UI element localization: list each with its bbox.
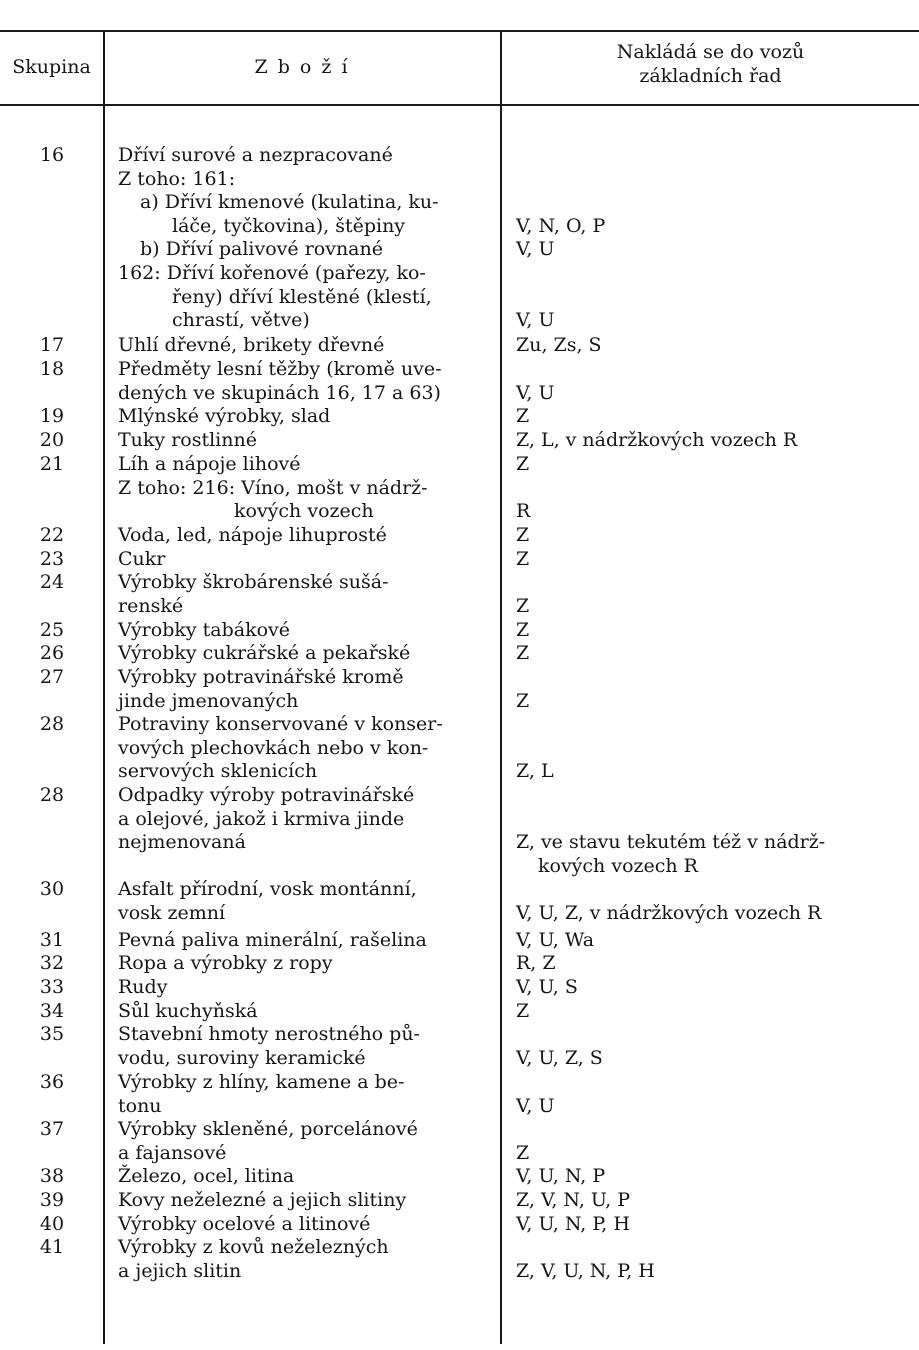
group-number: 19: [39, 405, 65, 427]
wagon-series: [516, 571, 911, 618]
goods-description: [118, 1000, 488, 1024]
goods-line: Mlýnské výrobky, slad: [118, 405, 331, 427]
wagon-series-line: [516, 666, 911, 690]
header-group: Skupina: [12, 56, 91, 78]
wagon-series: [516, 1118, 911, 1165]
goods-description: [118, 642, 488, 666]
wagon-series-line: Z: [516, 689, 530, 712]
goods-description: [118, 878, 488, 925]
wagon-series-line: [516, 713, 911, 737]
wagon-series-line: [516, 191, 911, 215]
goods-description: [118, 1213, 488, 1237]
wagon-series: [516, 713, 911, 784]
goods-line: Výrobky skleněné, porcelánové: [118, 1118, 418, 1140]
wagon-series-line: [516, 1118, 911, 1142]
wagon-series: [516, 1023, 911, 1070]
wagon-series-line: [516, 262, 911, 286]
group-number: 41: [39, 1236, 65, 1258]
goods-description: [118, 1071, 488, 1118]
group-number: 39: [39, 1189, 65, 1211]
goods-line: Voda, led, nápoje lihuprosté: [118, 524, 387, 546]
wagon-series: [516, 1071, 911, 1118]
wagon-series: [516, 429, 911, 453]
wagon-series-line: R: [516, 500, 531, 523]
wagon-series-line: [516, 286, 911, 310]
goods-line: b) Dříví palivové rovnané: [140, 238, 383, 261]
goods-line: Potraviny konservované v konser-: [118, 713, 443, 735]
goods-line: Výrobky tabákové: [118, 619, 291, 641]
goods-line: tonu: [118, 1094, 162, 1117]
wagon-series-line: Z: [516, 642, 530, 664]
wagon-series-line: V, U, S: [516, 976, 578, 998]
goods-description: [118, 619, 488, 643]
goods-line: Výrobky ocelové a litinové: [118, 1213, 371, 1235]
wagon-series-line: V, U, Z, S: [516, 1046, 603, 1069]
goods-description: [118, 976, 488, 1000]
goods-line: jinde jmenovaných: [118, 689, 299, 712]
wagon-series-line: [516, 168, 911, 192]
goods-description: [118, 571, 488, 618]
wagon-series-line: [516, 878, 911, 902]
goods-line: Asfalt přírodní, vosk montánní,: [118, 878, 417, 900]
wagon-series: [516, 784, 911, 878]
goods-description: [118, 1023, 488, 1070]
wagon-series: [516, 358, 911, 405]
goods-line: Rudy: [118, 976, 168, 998]
wagon-series-line: [516, 737, 911, 761]
goods-description: [118, 548, 488, 572]
wagon-series-line: [516, 784, 911, 808]
goods-line: vosk zemní: [118, 901, 226, 924]
wagon-series-line: [516, 144, 911, 168]
wagon-series: [516, 1213, 911, 1237]
header-wagons-line1: Nakládá se do vozů: [616, 41, 805, 63]
group-number: 16: [39, 144, 65, 166]
goods-line: Pevná paliva minerální, rašelina: [118, 929, 427, 951]
wagon-series-line: Z, ve stavu tekutém též v nádrž-: [516, 831, 826, 854]
wagon-series-line: [516, 477, 911, 501]
goods-description: [118, 524, 488, 548]
wagon-series-line: Z: [516, 594, 530, 617]
wagon-series-line: V, N, O, P: [516, 214, 606, 237]
goods-description: [118, 358, 488, 405]
wagon-series-line: V, U, Wa: [516, 929, 595, 951]
wagon-series-line: [516, 571, 911, 595]
wagon-series-line: Z: [516, 405, 530, 427]
goods-line: Výrobky potravinářské kromě: [118, 666, 404, 688]
group-number: 34: [39, 1000, 65, 1022]
wagon-series-line: Z: [516, 453, 530, 475]
wagon-series: [516, 952, 911, 976]
goods-line: vodu, suroviny keramické: [118, 1046, 366, 1069]
wagon-series: [516, 878, 911, 925]
group-number: 28: [39, 784, 65, 806]
header-goods: Z b o ž í: [254, 56, 350, 78]
wagon-series-line: Z, L: [516, 760, 554, 783]
wagon-series-line: [516, 1071, 911, 1095]
group-number: 37: [39, 1118, 65, 1140]
wagon-series: [516, 929, 911, 953]
wagon-series-line: [516, 1023, 911, 1047]
group-number: 23: [39, 548, 65, 570]
wagon-series-line: V, U, N, P, H: [516, 1213, 630, 1235]
goods-line: a jejich slitin: [118, 1259, 242, 1282]
goods-description: [118, 952, 488, 976]
goods-line: Tuky rostlinné: [118, 429, 257, 451]
wagon-series-line: Z: [516, 548, 530, 570]
goods-line: a) Dříví kmenové (kulatina, ku-: [140, 191, 439, 214]
goods-line: a fajansové: [118, 1141, 227, 1164]
wagon-series-line: V, U, Z, v nádržkových vozech R: [516, 901, 822, 924]
wagon-series-line: Z: [516, 619, 530, 641]
goods-line: Z toho: 161:: [118, 167, 236, 190]
header-wagons-line2: základních řad: [639, 65, 782, 87]
goods-description: [118, 429, 488, 453]
goods-line: Stavební hmoty nerostného pů-: [118, 1023, 420, 1045]
wagon-series-line: R, Z: [516, 952, 556, 974]
group-number: 20: [39, 429, 65, 451]
goods-line: servových sklenicích: [118, 760, 318, 783]
wagon-series: [516, 976, 911, 1000]
group-number: 22: [39, 524, 65, 546]
group-number: 24: [39, 571, 65, 593]
wagon-series: [516, 334, 911, 358]
goods-description: [118, 144, 488, 333]
goods-description: [118, 1165, 488, 1189]
goods-description: [118, 784, 488, 878]
wagon-series-line: Z, V, N, U, P: [516, 1189, 631, 1211]
goods-line: Ropa a výrobky z ropy: [118, 952, 333, 974]
goods-line: Sůl kuchyňská: [118, 1000, 258, 1022]
wagon-series-line: Z, L, v nádržkových vozech R: [516, 429, 798, 451]
wagon-series: [516, 453, 911, 524]
group-number: 21: [39, 453, 65, 475]
group-number: 35: [39, 1023, 65, 1045]
group-number: 25: [39, 619, 65, 641]
wagon-series: [516, 1000, 911, 1024]
goods-line: Výrobky škrobárenské sušá-: [118, 571, 389, 593]
wagon-series: [516, 524, 911, 548]
group-number: 30: [39, 878, 65, 900]
wagon-series-line: Z: [516, 1000, 530, 1022]
goods-line: Uhlí dřevné, brikety dřevné: [118, 334, 385, 356]
wagon-series-line: V, U: [516, 238, 555, 261]
group-number: 31: [39, 929, 65, 951]
top-rule: [0, 30, 919, 32]
wagon-series: [516, 1165, 911, 1189]
wagon-series: [516, 666, 911, 713]
goods-line: renské: [118, 594, 184, 617]
goods-line: Výrobky z hlíny, kamene a be-: [118, 1071, 405, 1093]
wagon-series-line: V, U, N, P: [516, 1165, 606, 1187]
header-bottom-rule: [0, 104, 919, 106]
wagon-series: [516, 144, 911, 333]
goods-line: 162: Dříví kořenové (pařezy, ko-: [118, 261, 426, 284]
goods-line: Železo, ocel, litina: [118, 1165, 295, 1187]
group-number: 17: [39, 334, 65, 356]
goods-line: Výrobky z kovů neželezných: [118, 1236, 389, 1258]
wagon-series-line: kových vozech R: [538, 854, 698, 877]
goods-description: [118, 929, 488, 953]
group-number: 33: [39, 976, 65, 998]
group-number: 40: [39, 1213, 65, 1235]
group-number: 32: [39, 952, 65, 974]
wagon-series: [516, 619, 911, 643]
goods-line: vových plechovkách nebo v kon-: [118, 736, 429, 759]
group-number: 18: [39, 358, 65, 380]
wagon-series: [516, 548, 911, 572]
goods-line: nejmenovaná: [118, 831, 246, 854]
goods-description: [118, 453, 488, 524]
wagon-series-line: Zu, Zs, S: [516, 334, 602, 356]
goods-description: [118, 1236, 488, 1283]
wagon-series-line: Z, V, U, N, P, H: [516, 1259, 655, 1282]
group-number: 26: [39, 642, 65, 664]
goods-line: Z toho: 216: Víno, mošt v nádrž-: [118, 476, 428, 499]
goods-line: řeny) dříví klestěné (klestí,: [172, 285, 432, 308]
goods-description: [118, 334, 488, 358]
group-number: 36: [39, 1071, 65, 1093]
column-divider-2: [500, 32, 502, 1344]
goods-line: chrastí, větve): [172, 309, 310, 332]
wagon-series-line: V, U: [516, 309, 555, 332]
wagon-series: [516, 642, 911, 666]
wagon-series-line: V, U: [516, 1094, 555, 1117]
wagon-series: [516, 405, 911, 429]
goods-description: [118, 713, 488, 784]
goods-line: Odpadky výroby potravinářské: [118, 784, 415, 806]
goods-description: [118, 405, 488, 429]
header-wagons: [502, 40, 919, 88]
goods-line: kových vozech: [234, 500, 374, 523]
goods-line: Cukr: [118, 548, 166, 570]
goods-description: [118, 1118, 488, 1165]
goods-line: [118, 855, 488, 879]
goods-line: Výrobky cukrářské a pekařské: [118, 642, 411, 664]
wagon-series-line: [516, 808, 911, 832]
wagon-series-line: Z: [516, 1141, 530, 1164]
goods-line: dených ve skupinách 16, 17 a 63): [118, 381, 441, 404]
wagon-series: [516, 1189, 911, 1213]
wagon-series-line: [516, 1236, 911, 1260]
group-number: 28: [39, 713, 65, 735]
wagon-series: [516, 1236, 911, 1283]
wagon-series-line: [516, 358, 911, 382]
goods-line: láče, tyčkovina), štěpiny: [172, 214, 406, 237]
group-number: 27: [39, 666, 65, 688]
goods-line: Dříví surové a nezpracované: [118, 144, 393, 166]
group-number: 38: [39, 1165, 65, 1187]
goods-description: [118, 1189, 488, 1213]
goods-line: Kovy neželezné a jejich slitiny: [118, 1189, 407, 1211]
goods-line: Předměty lesní těžby (kromě uve-: [118, 358, 442, 380]
goods-description: [118, 666, 488, 713]
goods-line: Líh a nápoje lihové: [118, 453, 301, 475]
goods-line: a olejové, jakož i krmiva jinde: [118, 807, 405, 830]
wagon-series-line: Z: [516, 524, 530, 546]
wagon-series-line: V, U: [516, 381, 555, 404]
